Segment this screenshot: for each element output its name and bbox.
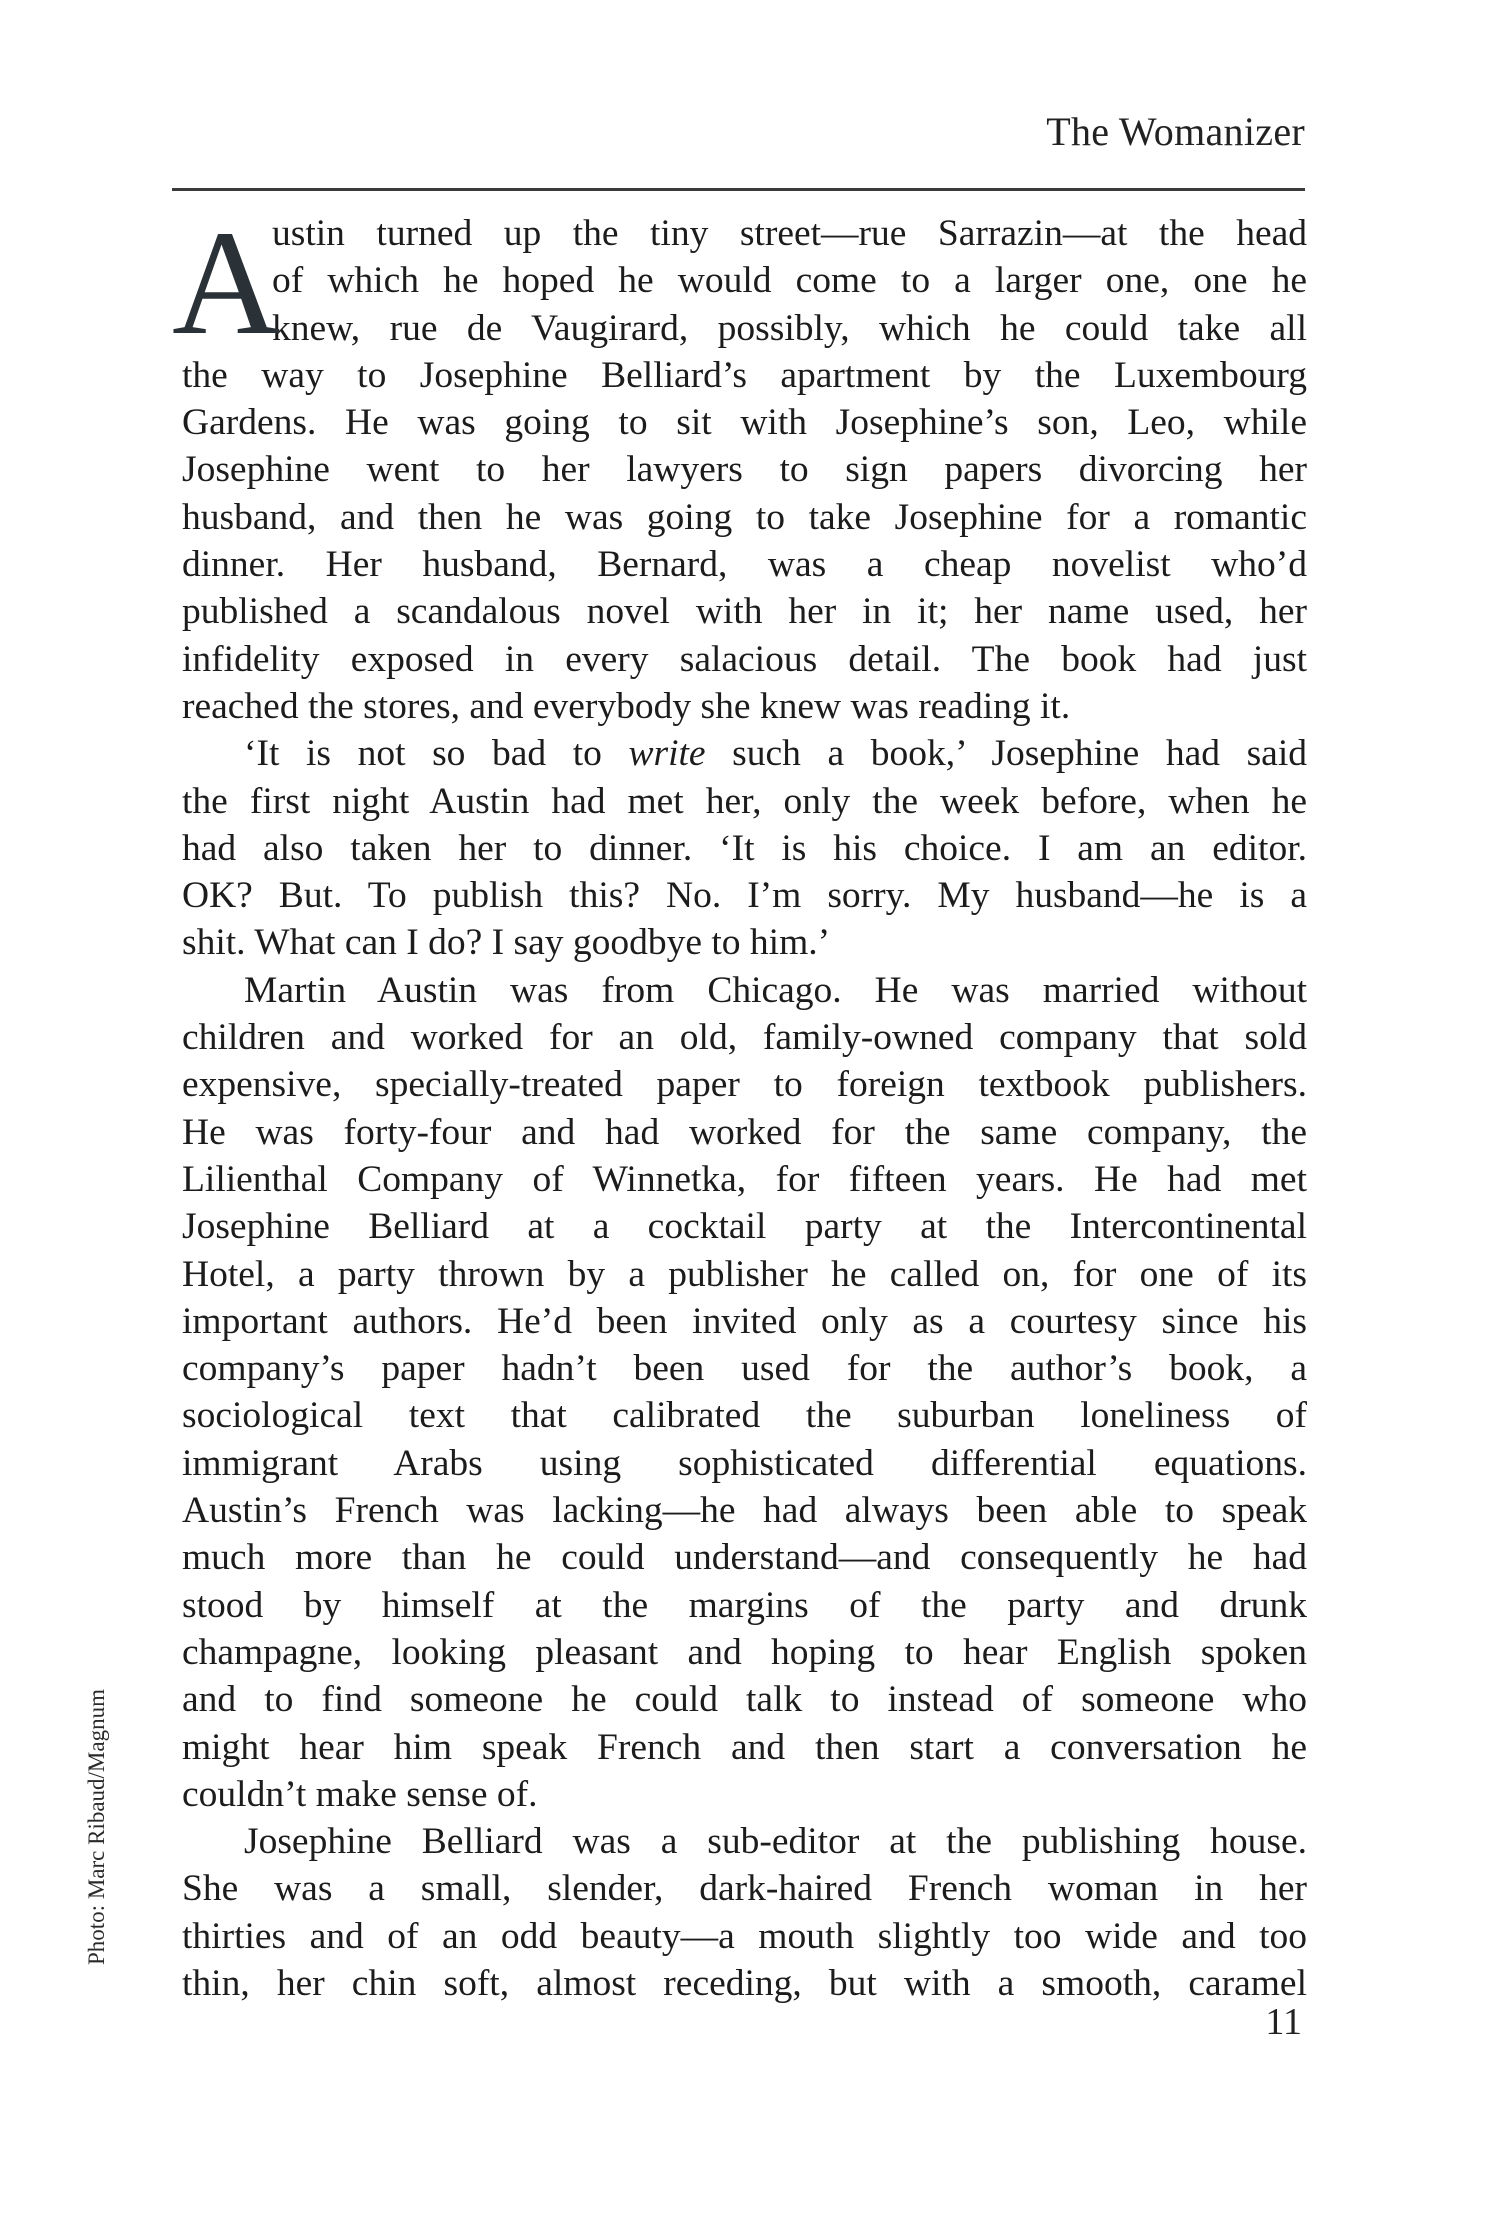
text-line: of which he hoped he would come to a larger one, one he <box>272 260 1307 302</box>
text-line: ustin turned up the tiny street—rue Sarrazin—at the head <box>272 213 1307 254</box>
text-line: Hotel, a party thrown by a publisher he called on, for one of its <box>182 1253 1307 1295</box>
text-line: dinner. Her husband, Bernard, was a cheap novelist who’d <box>182 544 1307 586</box>
text-line: stood by himself at the margins of the party and drunk <box>182 1584 1307 1626</box>
text-line: Austin’s French was lacking—he had always been able to speak <box>182 1490 1307 1532</box>
page-number: 11 <box>1265 2001 1302 2043</box>
drop-cap: A <box>172 200 281 366</box>
text-line: important authors. He’d been invited only as a courtesy since his <box>182 1300 1307 1342</box>
text-line: knew, rue de Vaugirard, possibly, which he could take all <box>272 307 1307 349</box>
text-line: ‘It is not so bad to write such a book,’ Josephine had said <box>244 733 1307 775</box>
text-line: husband, and then he was going to take Josephine for a romantic <box>182 496 1307 538</box>
text-line: the first night Austin had met her, only the week before, when he <box>182 780 1307 822</box>
photo-credit: Photo: Marc Ribaud/Magnum <box>84 1689 109 1965</box>
text-line: immigrant Arabs using sophisticated differential equations. <box>182 1442 1307 1484</box>
text-line: had also taken her to dinner. ‘It is his choice. I am an editor. <box>182 827 1307 869</box>
text-line: She was a small, slender, dark-haired French woman in her <box>182 1868 1307 1910</box>
text-line: Gardens. He was going to sit with Josephine’s son, Leo, while <box>182 402 1307 444</box>
text-line: shit. What can I do? I say goodbye to him.’ <box>182 922 831 964</box>
text-line: champagne, looking pleasant and hoping to hear English spoken <box>182 1631 1307 1673</box>
text-line: much more than he could understand—and consequently he had <box>182 1537 1307 1579</box>
text-line: reached the stores, and everybody she knew was reading it. <box>182 685 1071 727</box>
text-line: sociological text that calibrated the suburban loneliness of <box>182 1395 1307 1437</box>
text-line: Josephine Belliard was a sub-editor at the publishing house. <box>244 1821 1307 1863</box>
text-line: children and worked for an old, family-owned company that sold <box>182 1017 1307 1059</box>
text-line: the way to Josephine Belliard’s apartment by the Luxembourg <box>182 354 1307 396</box>
text-line: might hear him speak French and then start a conversation he <box>182 1726 1307 1768</box>
body-text <box>172 200 1307 2007</box>
text-line: OK? But. To publish this? No. I’m sorry. My husband—he is a <box>182 875 1307 917</box>
text-line: company’s paper hadn’t been used for the author’s book, a <box>182 1348 1307 1390</box>
text-line: Josephine Belliard at a cocktail party at the Intercontinental <box>182 1206 1307 1248</box>
text-line: thin, her chin soft, almost receding, but with a smooth, caramel <box>182 1962 1307 2004</box>
text-line: thirties and of an odd beauty—a mouth slightly too wide and too <box>182 1915 1307 1957</box>
text-line: Martin Austin was from Chicago. He was married without <box>244 969 1307 1011</box>
header-rule <box>172 188 1305 191</box>
text-line: Lilienthal Company of Winnetka, for fifteen years. He had met <box>182 1158 1307 1200</box>
text-line: couldn’t make sense of. <box>182 1773 538 1815</box>
text-line: Josephine went to her lawyers to sign papers divorcing her <box>182 449 1307 491</box>
text-line: expensive, specially-treated paper to foreign textbook publishers. <box>182 1064 1307 1106</box>
text-line: He was forty-four and had worked for the same company, the <box>182 1111 1307 1153</box>
running-head: The Womanizer <box>1046 109 1305 154</box>
text-line: infidelity exposed in every salacious detail. The book had just <box>182 638 1307 680</box>
text-line: published a scandalous novel with her in it; her name used, her <box>182 591 1307 633</box>
text-line: and to find someone he could talk to instead of someone who <box>182 1679 1307 1721</box>
